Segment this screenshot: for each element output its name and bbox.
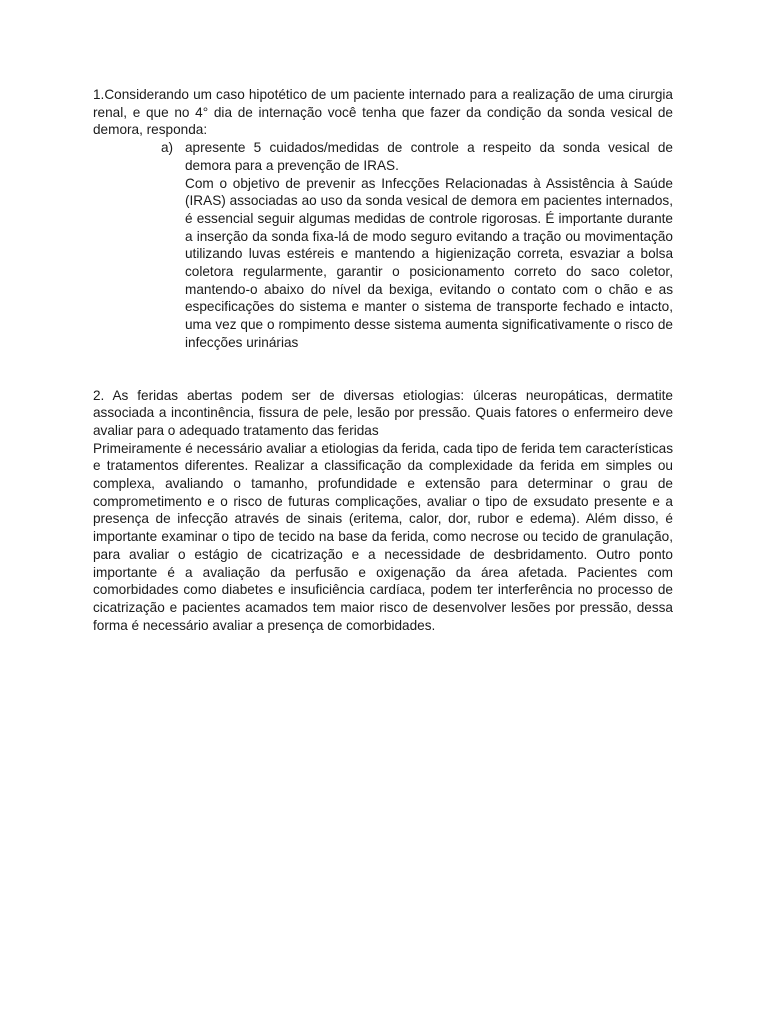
question-1-prompt: 1.Considerando um caso hipotético de um paciente internado para a realização de uma cirurgia renal, e que no 4° dia de internação você tenha que fazer da condição da sonda vesical de demora, responda: <box>93 87 673 138</box>
item-a-body <box>185 139 673 351</box>
question-2-prompt: 2. As feridas abertas podem ser de diversas etiologias: úlceras neuropáticas, dermatite associada a incontinência, fissura de pele, lesão por pressão. Quais fatores o enfermeiro deve avaliar para o adequado tratamento das feridas <box>93 387 673 438</box>
section-gap <box>93 352 673 387</box>
item-a-question: apresente 5 cuidados/medidas de controle a respeito da sonda vesical de demora para a prevenção de IRAS. <box>185 140 673 173</box>
question-2-answer: Primeiramente é necessário avaliar a etiologias da ferida, cada tipo de ferida tem características e tratamentos diferentes. Realizar a classificação da complexidade da ferida em simples ou complexa, avaliando o tamanho, profundidade e extensão para determinar o grau de comprometimento e o risco de futuras complicações, avaliar o tipo de exsudato presente e a presença de infecção através de sinais (eritema, calor, dor, rubor e edema). Além disso, é importante examinar o tipo de tecido na base da ferida, como necrose ou tecido de granulação, para avaliar o estágio de cicatrização e a necessidade de desbridamento. Outro ponto importante é a avaliação da perfusão e oxigenação da área afetada. Pacientes com comorbidades como diabetes e insuficiência cardíaca, podem ter interferência no processo de cicatrização e pacientes acamados tem maior risco de desenvolver lesões por pressão, dessa forma é necessário avaliar a presença de comorbidades. <box>93 440 673 633</box>
list-marker: a) <box>161 140 174 156</box>
item-a-answer: Com o objetivo de prevenir as Infecções Relacionadas à Assistência à Saúde (IRAS) associadas ao uso da sonda vesical de demora em pacientes internados, é essencial seguir algumas medidas de controle rigorosas. É importante durante a inserção da sonda fixa-lá de modo seguro evitando a tração ou movimentação utilizando luvas estéreis e mantendo a higienização correta, esvaziar a bolsa coletora regularmente, garantir o posicionamento correto do saco coletor, mantendo-o abaixo do nível da bexiga, evitando o contato com o chão e as especificações do sistema e manter o sistema de transporte fechado e intacto, uma vez que o rompimento desse sistema aumenta significativamente o risco de infecções urinárias <box>185 175 673 350</box>
document-page <box>93 86 673 634</box>
question-1-item-a <box>161 139 673 351</box>
